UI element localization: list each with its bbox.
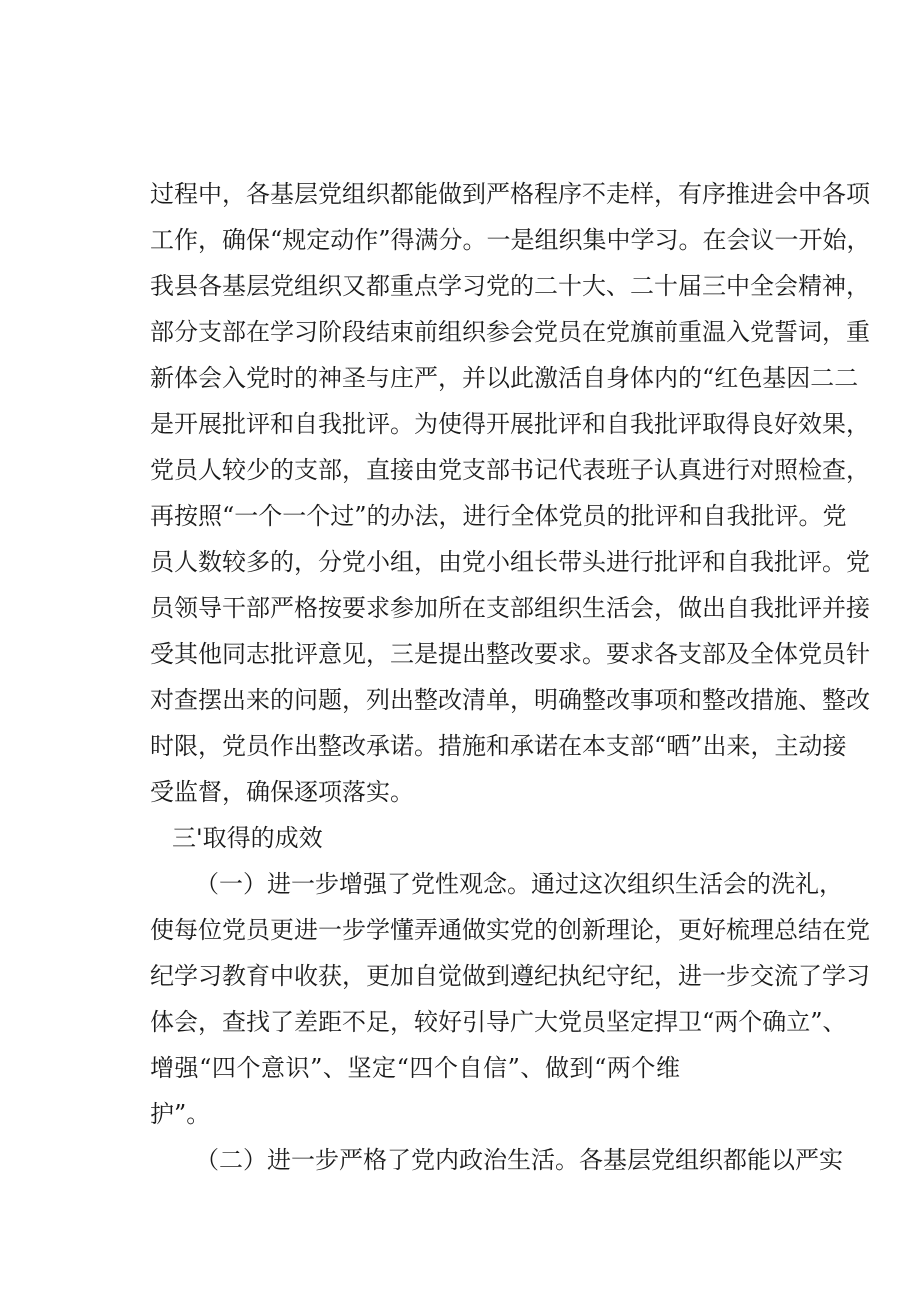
paragraph-line: 受监督，确保逐项落实。 bbox=[150, 778, 414, 806]
paragraph-line: 护”。 bbox=[150, 1100, 211, 1128]
paragraph-line: 使每位党员更进一步学懂弄通做实党的创新理论，更好梳理总结在党 bbox=[150, 916, 870, 944]
paragraph-line: 体会，查找了差距不足，较好引导广大党员坚定捍卫“两个确立”、 bbox=[150, 1008, 847, 1036]
paragraph-line: （一）进一步增强了党性观念。通过这次组织生活会的洗礼， bbox=[195, 870, 843, 898]
paragraph-line: 我县各基层党组织又都重点学习党的二十大、二十届三中全会精神， bbox=[150, 272, 870, 300]
paragraph-line: 员领导干部严格按要求参加所在支部组织生活会，做出自我批评并接 bbox=[150, 594, 870, 622]
paragraph-line: 时限，党员作出整改承诺。措施和承诺在本支部“晒”出来，主动接 bbox=[150, 732, 847, 760]
paragraph-line: 对查摆出来的问题，列出整改清单，明确整改事项和整改措施、整改 bbox=[150, 686, 870, 714]
paragraph-line: 党员人较少的支部，直接由党支部书记代表班子认真进行对照检查， bbox=[150, 456, 870, 484]
paragraph-line: 员人数较多的，分党小组，由党小组长带头进行批评和自我批评。党 bbox=[150, 548, 870, 576]
paragraph-line: 工作，确保“规定动作”得满分。一是组织集中学习。在会议一开始， bbox=[150, 226, 871, 254]
paragraph-line: 增强“四个意识”、坚定“四个自信”、做到“两个维 bbox=[150, 1054, 680, 1082]
paragraph-line: 纪学习教育中收获，更加自觉做到遵纪执纪守纪，进一步交流了学习 bbox=[150, 962, 870, 990]
paragraph-line: （二）进一步严格了党内政治生活。各基层党组织都能以严实 bbox=[195, 1146, 843, 1174]
paragraph-line: 过程中，各基层党组织都能做到严格程序不走样，有序推进会中各项 bbox=[150, 180, 870, 208]
paragraph-line: 新体会入党时的神圣与庄严，并以此激活自身体内的“红色基因二二 bbox=[150, 364, 859, 392]
paragraph-line: 受其他同志批评意见，三是提出整改要求。要求各支部及全体党员针 bbox=[150, 640, 870, 668]
paragraph-line: 部分支部在学习阶段结束前组织参会党员在党旗前重温入党誓词，重 bbox=[150, 318, 870, 346]
paragraph-line: 是开展批评和自我批评。为使得开展批评和自我批评取得良好效果， bbox=[150, 410, 870, 438]
paragraph-line: 再按照“一个一个过”的办法，进行全体党员的批评和自我批评。党 bbox=[150, 502, 847, 530]
section-heading: 三'取得的成效 bbox=[172, 824, 323, 852]
